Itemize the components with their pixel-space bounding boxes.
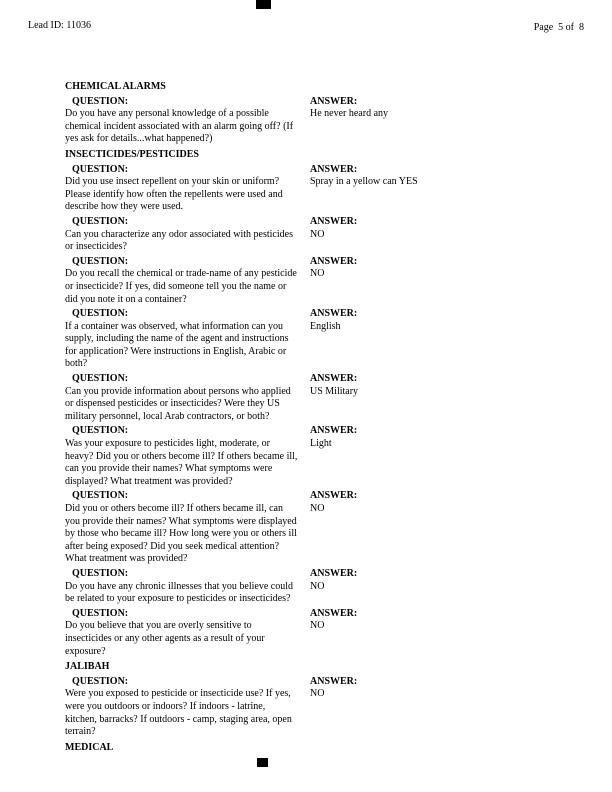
qa-item: [65, 164, 547, 214]
qa-item: [65, 373, 547, 423]
answer-column: [310, 676, 547, 701]
answer-text: Spray in a yellow can YES: [310, 176, 418, 188]
qa-item: [65, 256, 547, 306]
question-label: QUESTION:: [72, 373, 129, 385]
question-text: Can you characterize any odor associated with pesticides or insecticides?: [65, 228, 293, 253]
question-column: [65, 373, 310, 423]
answer-text: NO: [310, 228, 325, 240]
question-column: [65, 256, 310, 306]
question-label: QUESTION:: [72, 215, 129, 227]
answer-text: English: [310, 320, 341, 332]
qa-item: [65, 96, 547, 146]
answer-text: NO: [310, 688, 325, 700]
question-label: QUESTION:: [72, 425, 129, 437]
qa-item: [65, 308, 547, 371]
question-column: [65, 164, 310, 214]
question-column: [65, 96, 310, 146]
answer-label: ANSWER:: [310, 607, 358, 619]
question-label: QUESTION:: [72, 607, 129, 619]
answer-column: [310, 608, 547, 633]
question-column: [65, 490, 310, 566]
answer-column: [310, 96, 547, 121]
answer-label: ANSWER:: [310, 95, 358, 107]
page-number-label: Page 5 of 8: [533, 22, 584, 33]
qa-item: [65, 216, 547, 254]
answer-label: ANSWER:: [310, 675, 358, 687]
section-title: CHEMICAL ALARMS: [65, 81, 166, 92]
answer-column: [310, 256, 547, 281]
question-text: Did you use insect repellent on your skin or uniform? Please identify how often the repellents were used and describe how they were used.: [65, 176, 283, 213]
answer-label: ANSWER:: [310, 567, 358, 579]
lead-id-label: Lead ID: 11036: [28, 20, 91, 31]
question-column: [65, 216, 310, 254]
question-label: QUESTION:: [72, 490, 129, 502]
answer-column: [310, 425, 547, 450]
question-text: Were you exposed to pesticide or insecticide use? If yes, were you outdoors or indoors? If indoors - latrine, kitchen, barracks? If outdoors - camp, staging area, open terrain?: [65, 688, 292, 738]
question-text: Do you have any chronic illnesses that you believe could be related to your exposure to pesticides or insecticides?: [65, 580, 293, 605]
answer-text: NO: [310, 503, 325, 514]
question-column: [65, 676, 310, 739]
question-text: Did you or others become ill? If others became ill, can you provide their names? What symptoms were displayed by those who became ill? How long were you or others ill after being exposed? Did you seek medical attention? What treatment was provided?: [65, 503, 297, 565]
document-body: [65, 78, 547, 755]
answer-text: US Military: [310, 385, 359, 397]
question-column: [65, 308, 310, 371]
question-text: Do you believe that you are overly sensitive to insecticides or any other agents as a result of your exposure?: [65, 620, 265, 657]
question-text: If a container was observed, what information can you supply, including the name of the agent and instructions for application? Were instructions in English, Arabic or both?: [65, 320, 289, 370]
answer-label: ANSWER:: [310, 490, 358, 502]
answer-label: ANSWER:: [310, 255, 358, 267]
section-title: JALIBAH: [65, 661, 110, 673]
answer-label: ANSWER:: [310, 373, 358, 385]
section-title: MEDICAL: [65, 741, 114, 753]
question-label: QUESTION:: [72, 308, 129, 320]
question-text: Do you have any personal knowledge of a possible chemical incident associated with an alarm going off? (If yes ask for details...what happened?): [65, 108, 294, 145]
answer-text: NO: [310, 268, 325, 280]
question-column: [65, 608, 310, 658]
question-label: QUESTION:: [72, 675, 129, 687]
answer-label: ANSWER:: [310, 163, 358, 175]
question-text: Was your exposure to pesticides light, moderate, or heavy? Did you or others become ill? If others became ill, can you provide their names? What symptoms were displayed? What treatment was provided?: [65, 438, 298, 487]
answer-column: [310, 490, 547, 515]
answer-column: [310, 308, 547, 333]
answer-label: ANSWER:: [310, 308, 358, 320]
qa-item: [65, 568, 547, 606]
question-column: [65, 568, 310, 606]
qa-item: [65, 676, 547, 739]
answer-column: [310, 373, 547, 398]
qa-item: [65, 425, 547, 488]
scan-artifact-top: [256, 0, 271, 9]
question-label: QUESTION:: [72, 95, 129, 107]
answer-text: NO: [310, 580, 325, 592]
answer-text: He never heard any: [310, 108, 389, 120]
answer-column: [310, 568, 547, 593]
question-column: [65, 425, 310, 488]
question-text: Do you recall the chemical or trade-name of any pesticide or insecticide? If yes, did someone tell you the name or did you note it on a container?: [65, 268, 297, 305]
question-label: QUESTION:: [72, 163, 129, 175]
qa-item: [65, 608, 547, 658]
qa-item: [65, 490, 547, 566]
question-label: QUESTION:: [72, 255, 129, 267]
answer-label: ANSWER:: [310, 425, 358, 437]
question-text: Can you provide information about persons who applied or dispensed pesticides or insecticides? Were they US military personnel, local Arab contractors, or both?: [65, 385, 291, 422]
section-title: INSECTICIDES/PESTICIDES: [65, 148, 199, 160]
answer-text: Light: [310, 438, 332, 450]
answer-label: ANSWER:: [310, 215, 358, 227]
answer-column: [310, 164, 547, 189]
answer-text: NO: [310, 620, 325, 632]
question-label: QUESTION:: [72, 567, 129, 579]
answer-column: [310, 216, 547, 241]
scan-artifact-bottom: [257, 758, 268, 767]
